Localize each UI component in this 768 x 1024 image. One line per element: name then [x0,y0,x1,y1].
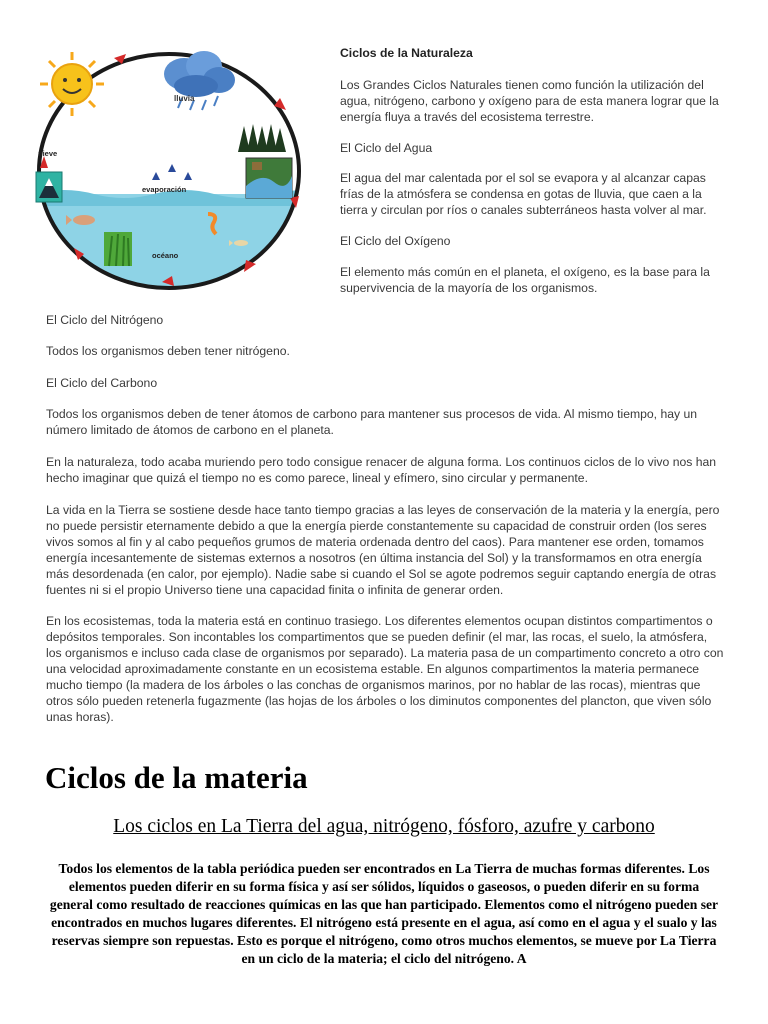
heading-ciclos-materia: Ciclos de la materia [45,760,308,795]
evaporation-arrows-icon [152,164,192,180]
paragraph-carbono: Todos los organismos deben de tener átomos de carbono para mantener sus procesos de vida. Al mismo tiempo, hay un número limitado de átomos de carbono en el planeta. [46,407,698,437]
paragraph-oxigeno: El elemento más común en el planeta, el oxígeno, es la base para la supervivencia de la mayoría de los organismos. [340,265,710,295]
snow-mountain-icon [36,172,62,202]
water-cycle-illustration [34,46,304,296]
label-lluvia: lluvia [174,94,195,103]
heading-ciclo-agua: El Ciclo del Agua [340,141,433,155]
paragraph-naturaleza: En la naturaleza, todo acaba muriendo pero todo consigue renacer de alguna forma. Los continuos ciclos de lo vivo nos han hecho imaginar que quizá el tiempo no es como parece, lineal y efímero, sino circular y permanente. [46,455,717,485]
heading-ciclo-carbono: El Ciclo del Carbono [46,376,158,390]
seaweed-icon [104,232,132,266]
paragraph-ecosistemas: En los ecosistemas, toda la materia está en continuo trasiego. Los diferentes elementos ocupan distintos compartimentos o depósitos temporales. Son incontables los compartimentos que se pueden definir (el mar, las rocas, el suelo, la atmósfera, los organismos e incluso cada clase de organismos por separado). La materia pasa de un compartimento concreto a otro con una velocidad aproximadamente constante en un ecosistema estable. En algunos compartimentos la materia permanece mucho tiempo (la madera de los árboles o las conchas de organismos marinos, por no hablar de las rocas), mientras que otros sólo pueden retenerla fugazmente (las hojas de los árboles o los diminutos componentes del plancton, que viven sólo unas horas). [46,614,724,724]
label-nieve: nieve [38,149,58,158]
label-oceano: océano [152,251,179,260]
heading-ciclo-oxigeno: El Ciclo del Oxígeno [340,234,451,248]
paragraph-intro: Los Grandes Ciclos Naturales tienen como función la utilización del agua, nitrógeno, carbono y oxígeno para de esta manera lograr que la energía fluya a través del ecosistema terrestre. [340,78,719,124]
sun-icon [40,52,104,116]
river-landscape-icon [246,158,292,198]
top-title: Ciclos de la Naturaleza [340,46,473,60]
forest-icon [234,124,286,154]
paragraph-agua: El agua del mar calentada por el sol se evapora y al alcanzar capas frías de la atmósfera se condensa en gotas de lluvia, que caen a la tierra y circulan por ríos o canales subterráneos hasta volver al mar. [340,171,707,217]
heading-ciclos-tierra: Los ciclos en La Tierra del agua, nitrógeno, fósforo, azufre y carbono [113,816,655,837]
label-evaporacion: evaporación [142,185,187,194]
paragraph-elementos: Todos los elementos de la tabla periódica pueden ser encontrados en La Tierra de muchas formas diferentes. Los elementos pueden diferir en su forma física y así ser sólidos, líquidos o gaseosos, o pueden diferir en su forma general como resultado de reacciones químicas en las que han participado. Elementos como el nitrógeno pueden ser encontrados en muchos lugares diferentes. El nitrógeno está presente en el agua, así como en el agua y el sualo y las reservas siempre son repuestas. Esto es porque el nitrógeno, como otros muchos elementos, se mueve por La Tierra en un ciclo de la materia; el ciclo del nitrógeno. A [49,861,719,966]
heading-ciclo-nitrogeno: El Ciclo del Nitrógeno [46,313,164,327]
paragraph-nitrogeno: Todos los organismos deben tener nitrógeno. [46,344,290,358]
paragraph-vida: La vida en la Tierra se sostiene desde hace tanto tiempo gracias a las leyes de conservación de la materia y la energía, pero no puede persistir eternamente debido a que la energía pierde constantemente su capacidad de construir orden (los seres vivos somos al fin y al cabo pequeños grumos de materia ordenada dentro del caos). Para mantener ese orden, tomamos energía incesantemente de sistemas externos a nosotros (en última instancia del Sol) y la transformamos en otra energía más desordenada (en calor, por ejemplo). Nadie sabe si cuando el Sol se agote podremos seguir captando energía de otras fuentes ni si el propio Universo tiene una capacidad finita o infinita de generar orden. [46,503,720,597]
